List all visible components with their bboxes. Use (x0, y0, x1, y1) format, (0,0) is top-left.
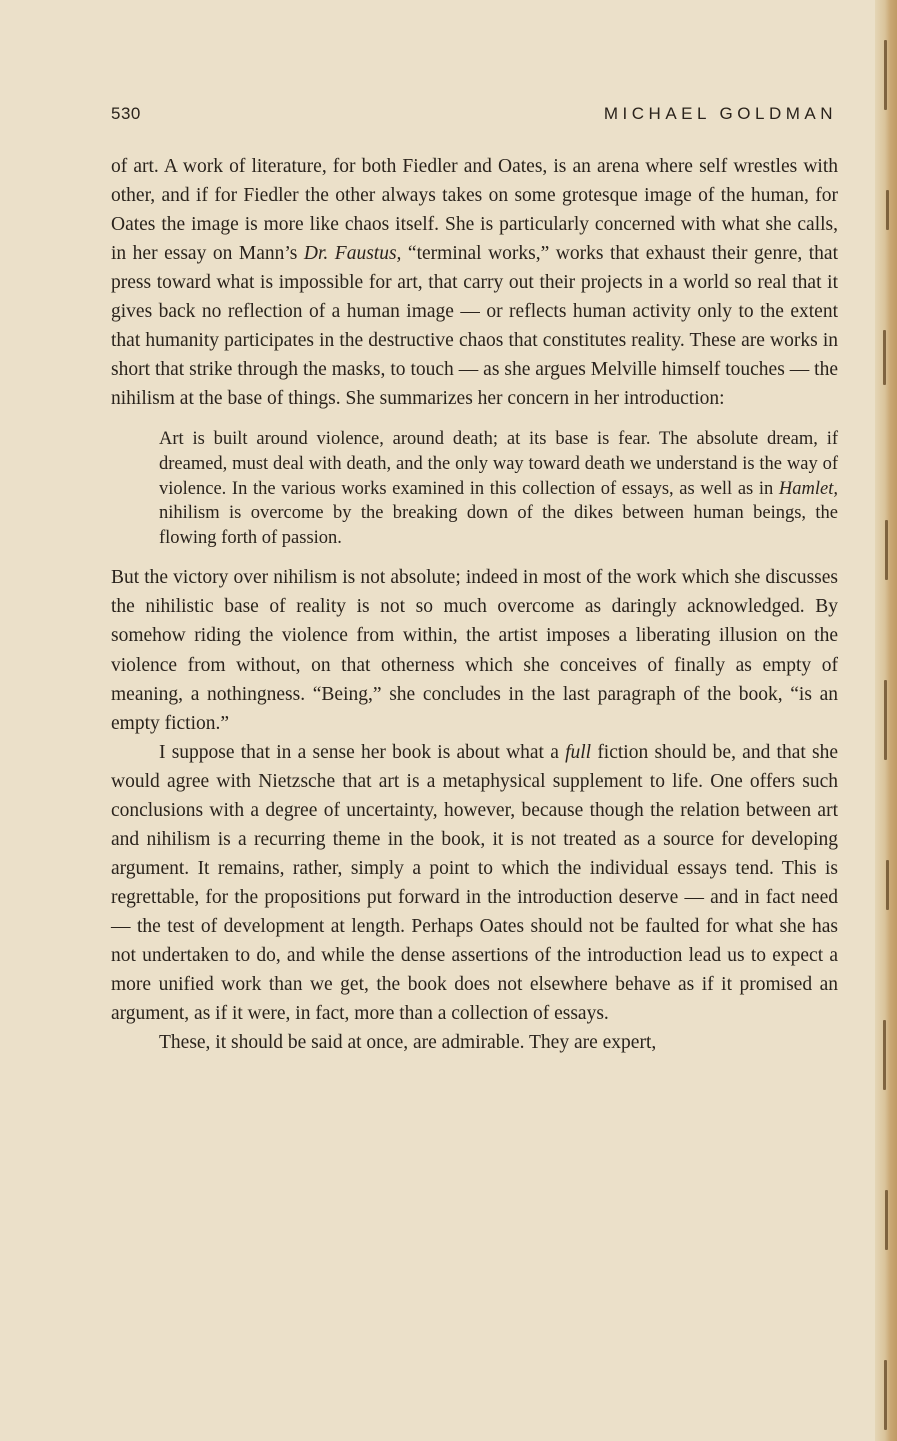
block-quote (159, 427, 838, 550)
text-run: nihilism is overcome by the breaking down of the dikes between human beings, the flowing forth of passion. (159, 503, 838, 548)
body-text (111, 152, 838, 1057)
edge-shadow-mark (883, 330, 886, 385)
text-run: “terminal works,” works that exhaust their genre, that press toward what is impossible for art, that carry out their projects in a world so real that it gives back no reflection of a human image — or reflects human activity only to the extent that humanity participates in the destructive chaos that constitutes reality. These are works in short that strike through the masks, to touch — as she argues Melville himself touches — the nihilism at the base of things. She summarizes her concern in her introduction: (111, 243, 838, 410)
paragraph-1 (111, 152, 838, 413)
page-edge (875, 0, 897, 1441)
running-head: MICHAEL GOLDMAN (603, 104, 837, 123)
edge-shadow-mark (886, 860, 889, 910)
edge-shadow-mark (883, 1020, 886, 1090)
text-run: fiction should be, and that she would agree with Nietzsche that art is a metaphysical supplement to life. One offers such conclusions with a degree of uncertainty, however, because though the relation between art and nihilism is a recurring theme in the book, it is not treated as a source for developing argument. It remains, rather, simply a point to which the individual essays tend. This is regrettable, for the propositions put forward in the introduction deserve — and in fact need — the test of development at length. Perhaps Oates should not be faulted for what she has not undertaken to do, and while the dense assertions of the introduction lead us to expect a more unified work than we get, the book does not elsewhere behave as if it promised an argument, as if it were, in fact, more than a collection of essays. (111, 741, 838, 1025)
edge-shadow-mark (884, 1360, 887, 1430)
text-run: I suppose that in a sense her book is about what a (159, 741, 566, 763)
paragraph-3 (111, 738, 838, 1028)
text-run: of art. A work of literature, for both Fiedler and Oates, is an arena where self wrestles with other, and if for Fiedler the other always takes on some grotesque image of the human, for Oates the image is more like chaos itself. She is particularly concerned with what she calls, in her essay on Mann’s (111, 156, 838, 265)
text-run: Art is built around violence, around death; at its base is fear. The absolute dream, if dreamed, must deal with death, and the only way toward death we understand is the way of violence. In the various works examined in this collection of essays, as well as in (159, 429, 838, 499)
paragraph-4: These, it should be said at once, are admirable. They are expert, (159, 1032, 657, 1054)
italic-word: full (565, 741, 592, 763)
italic-title: Hamlet, (778, 478, 838, 499)
page-number: 530 (111, 104, 141, 123)
edge-shadow-mark (884, 680, 887, 760)
italic-title: Dr. Faustus, (303, 243, 402, 265)
paragraph-2: But the victory over nihilism is not absolute; indeed in most of the work which she discusses the nihilistic base of reality is not so much overcome as daringly acknowledged. By somehow riding the violence from within, the artist imposes a liberating illusion on the violence from without, on that otherness which she conceives of finally as empty of meaning, a nothingness. “Being,” she concludes in the last paragraph of the book, “is an empty fiction.” (111, 567, 838, 734)
edge-shadow-mark (885, 1190, 888, 1250)
edge-shadow-mark (884, 40, 887, 110)
edge-shadow-mark (885, 520, 888, 580)
page-header (111, 101, 837, 127)
edge-shadow-mark (886, 190, 889, 230)
